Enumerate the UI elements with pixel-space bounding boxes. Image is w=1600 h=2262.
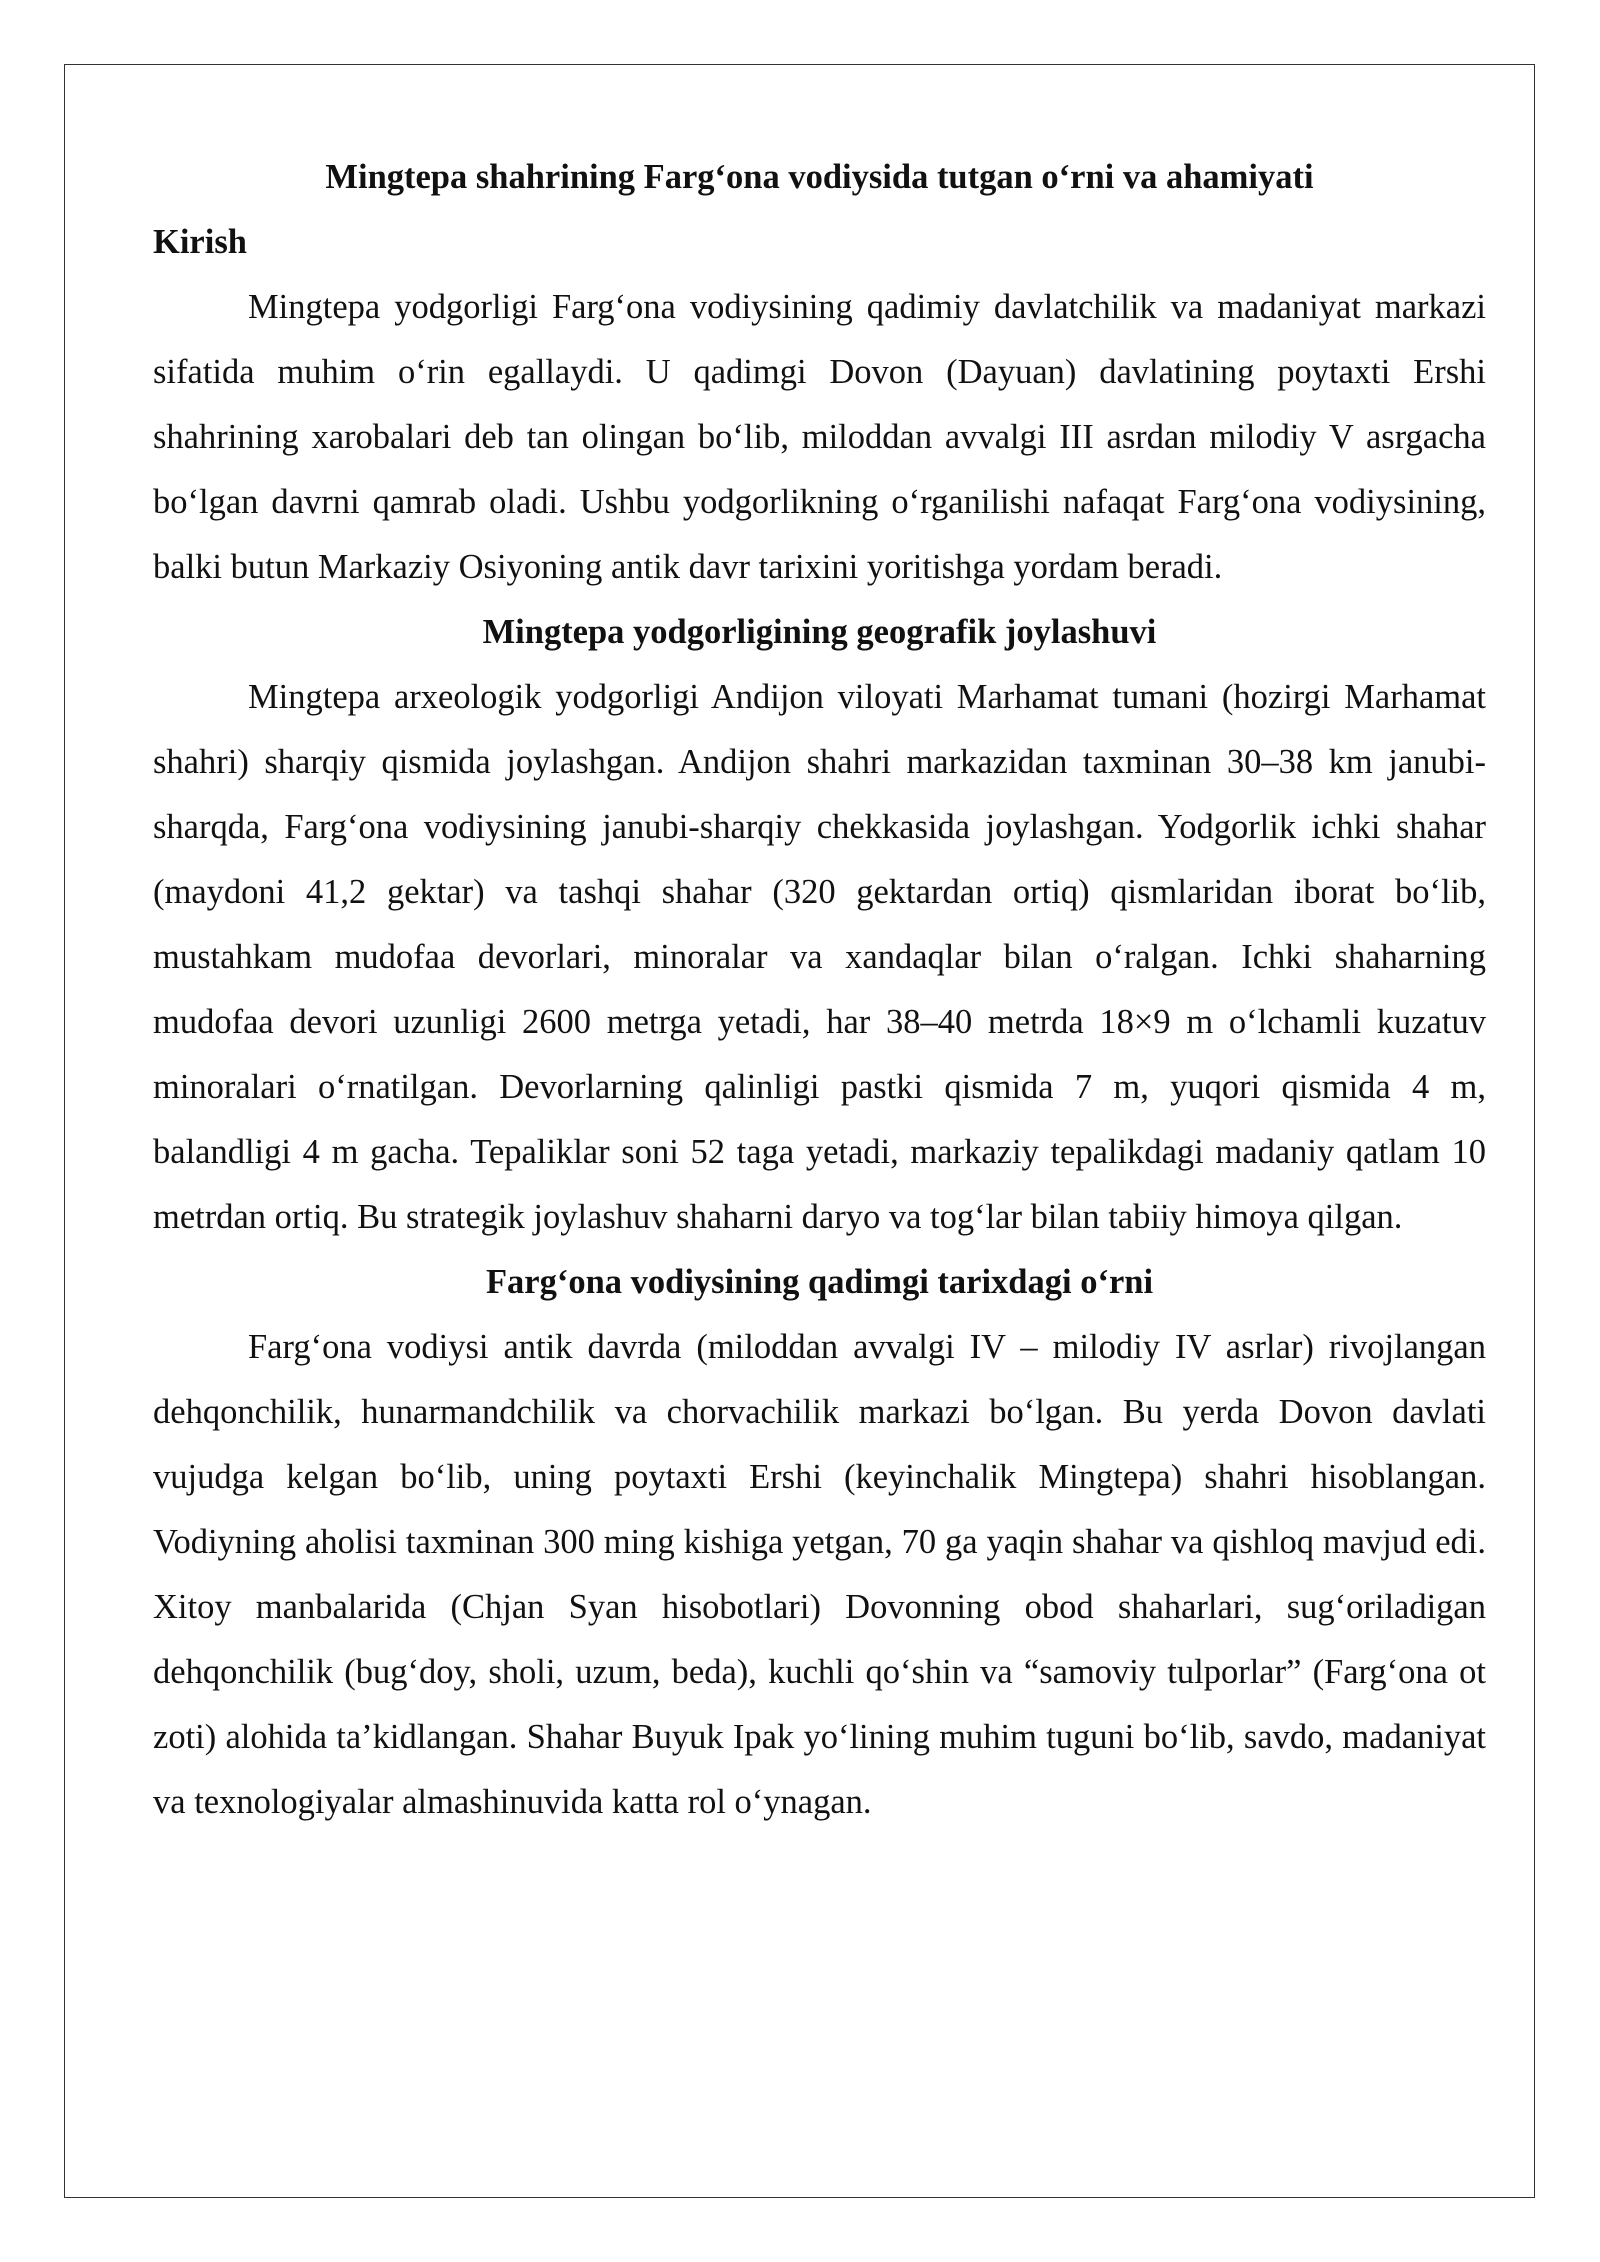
paragraph-history: Farg‘ona vodiysi antik davrda (miloddan avvalgi IV – milodiy IV asrlar) rivojlangan dehqonchilik, hunarmandchilik va chorvachilik markazi bo‘lgan. Bu yerda Dovon davlati vujudga kelgan bo‘lib, uning poytaxti Ershi (keyinchalik Mingtepa) shahri hisoblangan. Vodiyning aholisi taxminan 300 ming kishiga yetgan, 70 ga yaqin shahar va qishloq mavjud edi. Xitoy manbalarida (Chjan Syan hisobotlari) Dovonning obod shaharlari, sug‘oriladigan dehqonchilik (bug‘doy, sholi, uzum, beda), kuchli qo‘shin va “samoviy tulporlar” (Farg‘ona ot zoti) alohida ta’kidlangan. Shahar Buyuk Ipak yo‘lining muhim tuguni bo‘lib, savdo, madaniyat va texnologiyalar almashinuvida katta rol o‘ynagan. xyxy=(153,1328,1486,1821)
paragraph-intro: Mingtepa yodgorligi Farg‘ona vodiysining qadimiy davlatchilik va madaniyat markazi sifatida muhim o‘rin egallaydi. U qadimgi Dovon (Dayuan) davlatining poytaxti Ershi shahrining xarobalari deb tan olingan bo‘lib, miloddan avvalgi III asrdan milodiy V asrgacha bo‘lgan davrni qamrab oladi. Ushbu yodgorlikning o‘rganilishi nafaqat Farg‘ona vodiysining, balki butun Markaziy Osiyoning antik davr tarixini yoritishga yordam beradi. xyxy=(153,288,1486,586)
paragraph-geography: Mingtepa arxeologik yodgorligi Andijon viloyati Marhamat tumani (hozirgi Marhamat shahri) sharqiy qismida joylashgan. Andijon shahri markazidan taxminan 30–38 km janubi-sharqda, Farg‘ona vodiysining janubi-sharqiy chekkasida joylashgan. Yodgorlik ichki shahar (maydoni 41,2 gektar) va tashqi shahar (320 gektardan ortiq) qismlaridan iborat bo‘lib, mustahkam mudofaa devorlari, minoralar va xandaqlar bilan o‘ralgan. Ichki shaharning mudofaa devori uzunligi 2600 metrga yetadi, har 38–40 metrda 18×9 m o‘lchamli kuzatuv minoralari o‘rnatilgan. Devorlarning qalinligi pastki qismida 7 m, yuqori qismida 4 m, balandligi 4 m gacha. Tepaliklar soni 52 taga yetadi, markaziy tepalikdagi madaniy qatlam 10 metrdan ortiq. Bu strategik joylashuv shaharni daryo va tog‘lar bilan tabiiy himoya qilgan. xyxy=(153,678,1486,1236)
document-body xyxy=(153,145,1486,1835)
document-title: Mingtepa shahrining Farg‘ona vodiysida tutgan o‘rni va ahamiyati xyxy=(325,158,1314,196)
section-heading-intro: Kirish xyxy=(153,223,247,261)
section-heading-history: Farg‘ona vodiysining qadimgi tarixdagi o‘rni xyxy=(485,1263,1154,1301)
section-heading-geography: Mingtepa yodgorligining geografik joylashuvi xyxy=(482,613,1157,651)
